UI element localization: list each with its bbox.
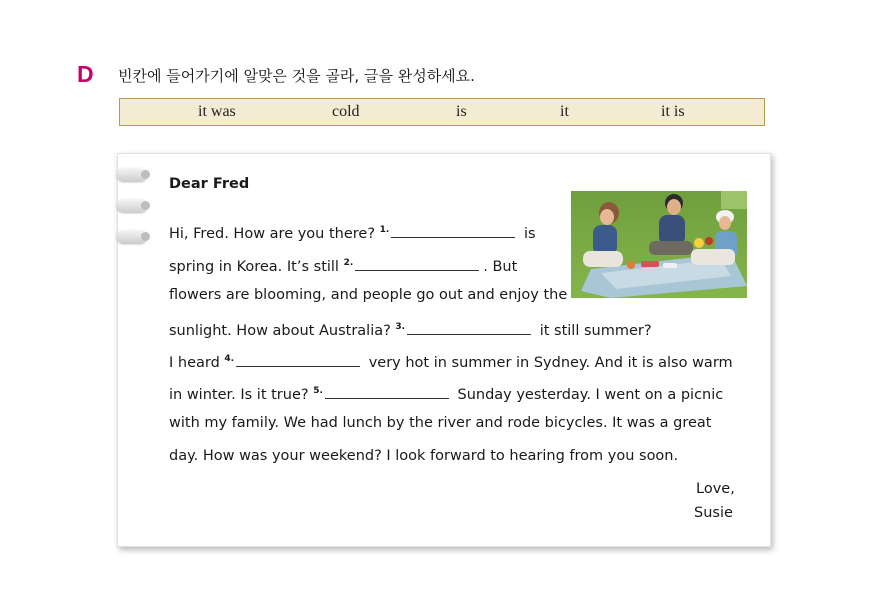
letter-line xyxy=(169,222,536,242)
letter-text: sunlight. How about Australia? xyxy=(169,323,391,339)
answer-blank-2[interactable] xyxy=(355,255,479,271)
blank-number: 2. xyxy=(343,258,354,269)
blank-number: 1. xyxy=(379,225,390,236)
instruction-text: 빈칸에 들어가기에 알맞은 것을 골라, 글을 완성하세요. xyxy=(118,67,475,85)
word-bank-item: it xyxy=(560,103,569,120)
letter-text: flowers are blooming, and people go out and enjoy the xyxy=(169,287,568,303)
answer-blank-4[interactable] xyxy=(236,351,360,367)
binder-ring-icon xyxy=(117,230,147,243)
binder-ring-icon xyxy=(117,199,147,212)
answer-blank-1[interactable] xyxy=(391,222,515,238)
letter-line xyxy=(169,287,567,303)
letter-closing: Love, xyxy=(696,481,735,497)
letter-line xyxy=(169,415,711,431)
letter-text: . But xyxy=(483,259,518,275)
letter-text: day. How was your weekend? I look forward to hearing from you soon. xyxy=(169,448,679,464)
picnic-photo xyxy=(571,191,747,298)
picnic-illustration xyxy=(571,191,747,298)
letter-line xyxy=(169,383,723,403)
letter-greeting: Dear Fred xyxy=(169,176,250,192)
letter-text: very hot in summer in Sydney. And it is also warm xyxy=(368,355,733,371)
word-bank xyxy=(119,98,765,126)
word-bank-item: it was xyxy=(198,103,236,120)
letter-text: in winter. Is it true? xyxy=(169,387,309,403)
letter-text: is xyxy=(523,226,536,242)
blank-number: 4. xyxy=(224,354,235,365)
word-bank-item: cold xyxy=(332,103,360,120)
binder-ring-icon xyxy=(117,168,147,181)
answer-blank-3[interactable] xyxy=(407,319,531,335)
letter-line xyxy=(169,255,517,275)
blank-number: 5. xyxy=(313,386,323,397)
letter-text: Sunday yesterday. I went on a picnic xyxy=(457,387,724,403)
word-bank-item: it is xyxy=(661,103,685,120)
word-bank-item: is xyxy=(456,103,467,120)
letter-line xyxy=(169,351,733,371)
letter-text: it still summer? xyxy=(539,323,652,339)
letter-line xyxy=(169,319,652,339)
letter-line xyxy=(169,448,678,464)
answer-blank-5[interactable] xyxy=(325,383,449,399)
letter-text: with my family. We had lunch by the river and rode bicycles. It was a great xyxy=(169,415,712,431)
letter-text: I heard xyxy=(169,355,220,371)
letter-text: spring in Korea. It’s still xyxy=(169,259,339,275)
section-letter: D xyxy=(77,61,94,87)
letter-text: Hi, Fred. How are you there? xyxy=(169,226,376,242)
blank-number: 3. xyxy=(395,322,406,333)
letter-signature: Susie xyxy=(694,505,733,521)
